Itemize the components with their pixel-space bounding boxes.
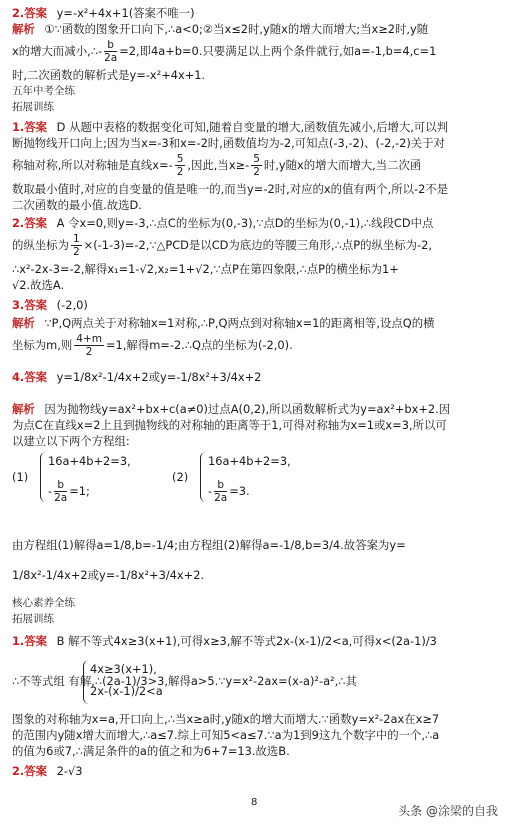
fraction: $\frac{5}{2}$ [253, 153, 260, 178]
text-line: 为点C在直线x=2上且到抛物线的对称轴的距离等于1,可得对称轴为x=1或x=3,所以可 [12, 418, 447, 432]
text-line: 的范围内y随x增大而增大,∴a≤7.综上可知5<a≤7.∵a为1到9这九个数字中的一个,∴a [12, 728, 440, 742]
answer-line: 2.答案 A 令x=0,则y=-3,∴点C的坐标为(0,-3),∵点D的坐标为(0,-1),∴线段CD中点 [12, 216, 434, 230]
text-line: 坐标为m,则 $\frac{4+m}{2}$ =1,解得m=-2.∴Q点的坐标为(-2,0). [12, 333, 293, 358]
page-number: 8 [251, 797, 258, 808]
watermark: 头条 @涂梁的自我 [398, 804, 498, 818]
answer-line: 2.答案 2-√3 [12, 764, 83, 778]
text-line: 图象的对称轴为x=a,开口向上,∴当x≥a时,y随x的增大而增大.∵函数y=x²-2ax在x≥7 [12, 712, 440, 726]
text-line: 以建立以下两个方程组: [12, 434, 130, 448]
text-line: ∴不等式组 有解,∴(2a-1)/3>3,解得a>5.∵y=x²-2ax=(x-a)²-a²,∴其 [12, 674, 357, 688]
answer-line: 1.答案 B 解不等式4x≥3(x+1),可得x≥3,解不等式2x-(x-1)/2<a,可得x<(2a-1)/3 [12, 634, 437, 648]
subsection-heading: 拓展训练 [12, 613, 54, 625]
fraction: $\frac{5}{2}$ [176, 153, 184, 178]
answer-line: 2.答案 y=-x²+4x+1(答案不唯一) [12, 6, 195, 20]
analysis-line: 解析 因为抛物线y=ax²+bx+c(a≠0)过点A(0,2),所以函数解析式为y=ax²+bx+2.因 [12, 402, 451, 416]
text-line: 时,二次函数的解析式是y=-x²+4x+1. [12, 68, 206, 82]
section-heading: 核心素养全练 [12, 597, 75, 609]
text-line: 数取最小值时,对应的自变量的值是唯一的,而当y=-2时,对应的x的值有两个,所以-2不是 [12, 182, 449, 196]
analysis-line: 解析 ∵P,Q两点关于对称轴x=1对称,∴P,Q两点到对称轴x=1的距离相等,设点Q的横 [12, 316, 435, 330]
text-line: 二次函数的最小值.故选D. [12, 198, 142, 212]
subsection-heading: 拓展训练 [12, 101, 54, 113]
section-heading: 五年中考全练 [12, 85, 75, 97]
text-line: 1/8x²-1/4x+2或y=-1/8x²+3/4x+2. [12, 568, 205, 582]
analysis-line: 解析 ①∵函数的图象开口向下,∴a<0;②当x≤2时,y随x的增大而增大;当x≥2时,y随 [12, 22, 429, 36]
answer-line: 4.答案 y=1/8x²-1/4x+2或y=-1/8x²+3/4x+2 [12, 370, 262, 384]
fraction: $\frac{1}{2}$ [72, 233, 80, 258]
text-line: √2.故选A. [12, 278, 65, 292]
text-line: 由方程组(1)解得a=1/8,b=-1/4;由方程组(2)解得a=-1/8,b=3/4.故答案为y= [12, 538, 406, 552]
fraction: $\frac{b}{2a}$ [104, 39, 118, 64]
answer-line: 1.答案 D 从题中表格的数据变化可知,随着自变量的增大,函数值先减小,后增大,可以判 [12, 120, 449, 134]
document-page: 2.答案 y=-x²+4x+1(答案不唯一) 解析 ①∵函数的图象开口向下,∴a<0;②当x≤2时,y随x的增大而增大;当x≥2时,y随 x的增大而减小,∴- $\frac{b}{2a}$ =2,即4a+b=0.只要满足以上两个条件就行,如a=-1,b=4,c=1 时,二次函数的解析式是y=-x²+4x+1. 五年中考全练 拓展训练 1.答案 D 从题中表格的数据变化可知,随着自变量的增大,函数值先减小,后增大,可以判 断抛物线开口向上;因为当x=-3和x=-2时,函数值均为-2,可知点(-3,-2)、(-2,-2)关于对 称轴对称,所以对称轴是直线x=- $\frac{5}{2}$ ,因此,当x≥- $\frac{5}{2}$ 时,y随x的增大而增大,当二次函 数取最小值时,对应的自变量的值是唯一的,而当y=-2时,对应的x的值有两个,所以-2不是 二次函数的最小值.故选D. 2.答案 A 令x=0,则y=-3,∴点C的坐标为(0,-3),∵点D的坐标为(0,-1),∴线段CD中点 的纵坐标为 $\frac{1}{2}$ ×(-1-3)=-2,∵△PCD是以CD为底边的等腰三角形,∴点P的纵坐标为-2, ∴x²-2x-3=-2,解得x₁=1-√2,x₂=1+√2,∵点P在第四象限,∴点P的横坐标为1+ √2.故选A. 3.答案 (-2,0) 解析 ∵P,Q两点关于对称轴x=1对称,∴P,Q两点到对称轴x=1的距离相等,设点Q的横 坐标为m,则 $\frac{4+m}{2}$ =1,解得m=-2.∴Q点的坐标为(-2,0). 4.答案 y=1/8x²-1/4x+2或y=-1/8x²+3/4x+2 解析 因为抛物线y=ax²+bx+c(a≠0)过点A(0,2),所以函数解析式为y=ax²+bx+2.因 为点C在直线x=2上且到抛物线的对称轴的距离等于1,可得对称轴为x=1或x=3,所以可 以建立以下两个方程组: (1) 16a+4b+2=3, - $\frac{b}{2a}$ =1; (2) 16a+4b+2=3, - $\frac{b}{2a}$ =3. 由方程组(1)解得a=1/8,b=-1/4;由方程组(2)解得a=-1/8,b=3/4.故答案为y= 1/8x²-1/4x+2或y=-1/8x²+3/4x+2. 核心素养全练 拓展训练 1.答案 B 解不等式4x≥3(x+1),可得x≥3,解不等式2x-(x-1)/2<a,可得x<(2a-1)/3 4x≥3(x+1), 2x-(x-1)/2<a ∴不等式组 有解,∴(2a-1)/3>3,解得a>5.∵y=x²-2ax=(x-a)²-a²,∴其 图象的对称轴为x=a,开口向上,∴当x≥a时,y随x的增大而增大.∵函数y=x²-2ax在x≥7 的范围内y随x增大而增大,∴a≤7.综上可知5<a≤7.∵a为1到9这九个数字中的一个,∴a 的值为6或7,∴满足条件的a的值之和为6+7=13.故选B. 2.答案 2-√3 8 头条 @涂梁的自我 [0, 0, 512, 829]
text-line: 称轴对称,所以对称轴是直线x=- $\frac{5}{2}$ ,因此,当x≥- $\frac{5}{2}$ 时,y随x的增大而增大,当二次函 [12, 153, 422, 178]
text-line: 的值为6或7,∴满足条件的a的值之和为6+7=13.故选B. [12, 744, 290, 758]
text-line: 断抛物线开口向上;因为当x=-3和x=-2时,函数值均为-2,可知点(-3,-2)、(-2,-2)关于对 [12, 136, 445, 150]
text-line: 的纵坐标为 $\frac{1}{2}$ ×(-1-3)=-2,∵△PCD是以CD为底边的等腰三角形,∴点P的纵坐标为-2, [12, 233, 433, 258]
fraction: $\frac{4+m}{2}$ [76, 333, 102, 358]
text-line: ∴x²-2x-3=-2,解得x₁=1-√2,x₂=1+√2,∵点P在第四象限,∴点P的横坐标为1+ [12, 262, 399, 276]
text-line: x的增大而减小,∴- $\frac{b}{2a}$ =2,即4a+b=0.只要满足以上两个条件就行,如a=-1,b=4,c=1 [12, 39, 437, 64]
answer-line: 3.答案 (-2,0) [12, 298, 88, 312]
